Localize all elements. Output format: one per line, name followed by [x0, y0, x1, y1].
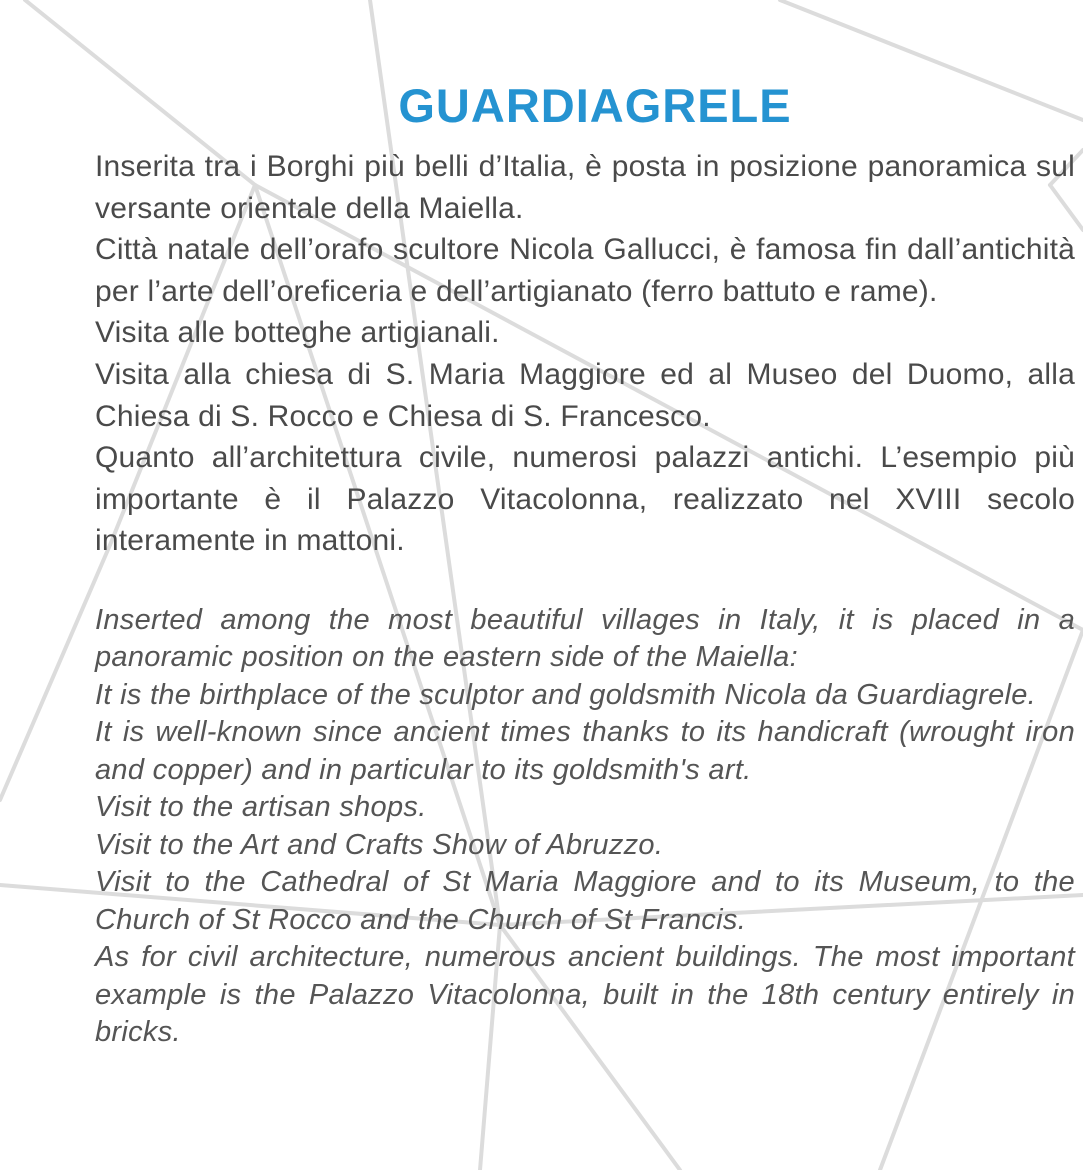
italian-paragraph: Visita alle botteghe artigianali. [95, 316, 500, 350]
english-paragraph: Visit to the artisan shops. [95, 791, 427, 824]
italian-paragraph: Visita alla chiesa di S. Maria Maggiore ed al Museo del Duomo, alla Chiesa di S. Rocco e Chiesa di S. Francesco. [95, 357, 1075, 433]
italian-paragraph: Inserita tra i Borghi più belli d’Italia, è posta in posizione panoramica sul versante orientale della Maiella. [95, 150, 1075, 225]
english-paragraph: Inserted among the most beautiful villages in Italy, it is placed in a panoramic position on the eastern side of the Maiella: [95, 603, 1075, 674]
english-paragraph: It is the birthplace of the sculptor and goldsmith Nicola da Guardiagrele. [95, 678, 1037, 711]
italian-paragraph: Quanto all’architettura civile, numerosi palazzi antichi. L’esempio più importante è il Palazzo Vitacolonna, realizzato nel XVIII secolo interamente in mattoni. [95, 441, 1075, 558]
italian-paragraph: Città natale dell’orafo scultore Nicola Gallucci, è famosa fin dall’antichità per l’arte dell’oreficeria e dell’artigianato (ferro battuto e rame). [95, 233, 1075, 308]
article [95, 78, 1075, 1052]
english-paragraph: Visit to the Art and Crafts Show of Abruzzo. [95, 828, 664, 861]
page-title: GUARDIAGRELE [398, 79, 792, 132]
english-paragraph: Visit to the Cathedral of St Maria Maggiore and to its Museum, to the Church of St Rocco and the Church of St Francis. [95, 866, 1075, 936]
english-paragraph: It is well-known since ancient times thanks to its handicraft (wrought iron and copper) and in particular to its goldsmith's art. [95, 716, 1075, 786]
italian-text-block [95, 146, 1075, 562]
english-text-block [95, 602, 1075, 1052]
english-paragraph: As for civil architecture, numerous ancient buildings. The most important example is the Palazzo Vitacolonna, built in the 18th century entirely in bricks. [95, 941, 1075, 1049]
